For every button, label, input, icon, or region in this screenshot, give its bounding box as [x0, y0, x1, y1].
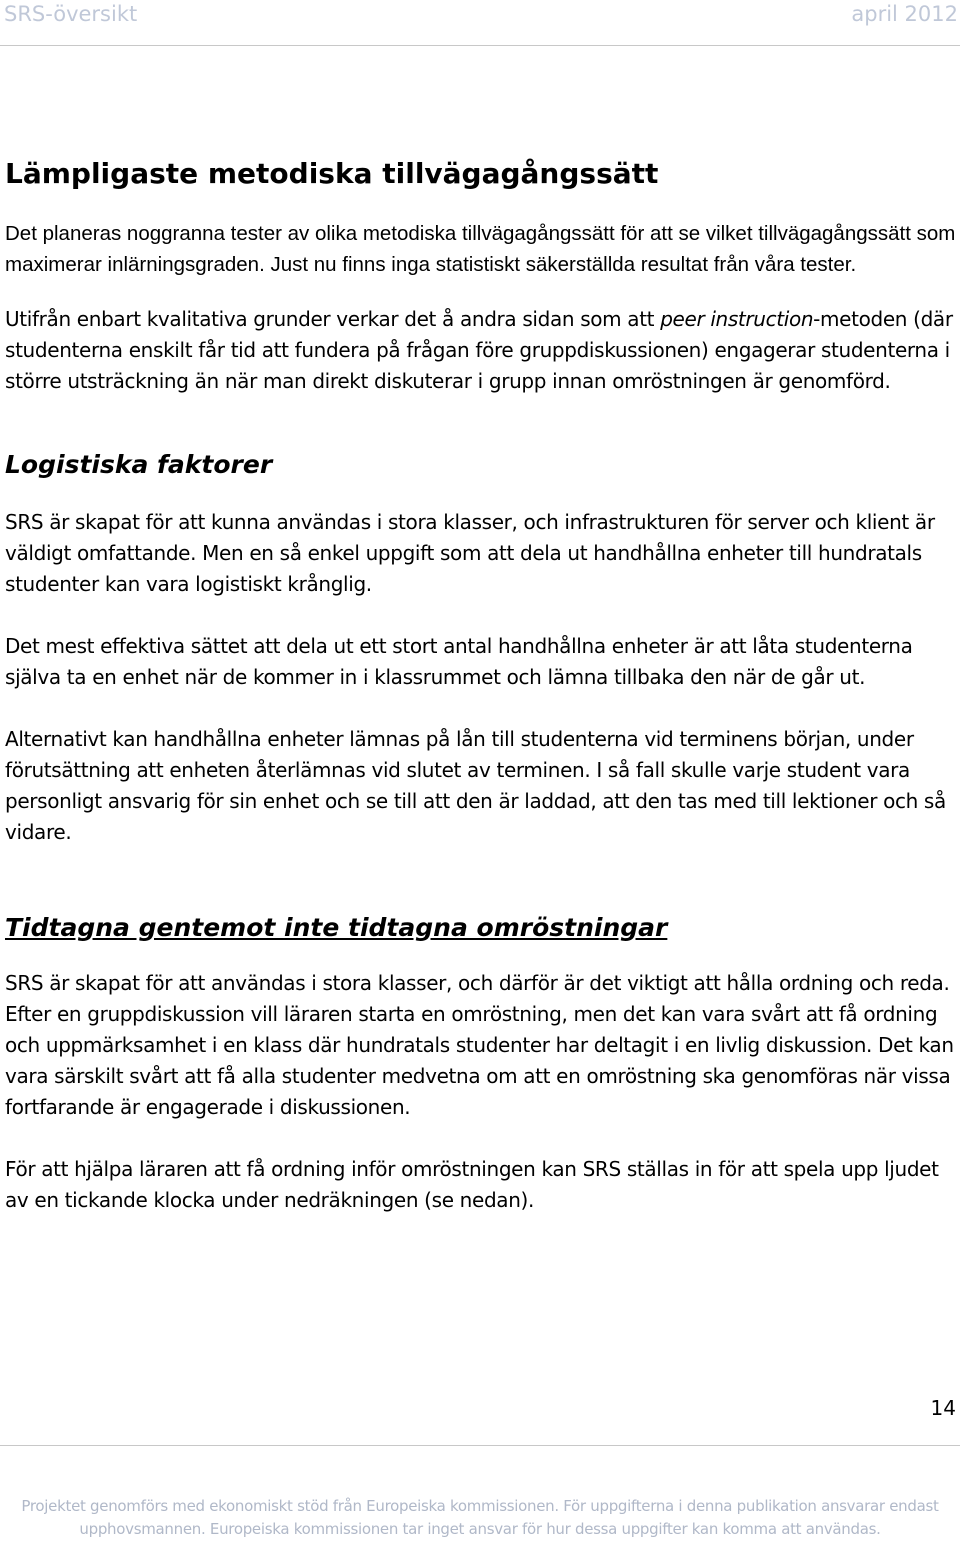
header-divider: [0, 45, 960, 46]
section-heading-logistics: Logistiska faktorer: [5, 450, 273, 479]
footer-divider: [0, 1445, 960, 1446]
paragraph-methods-2: Utifrån enbart kvalitativa grunder verkar det å andra sidan som att peer instruction-metoden (där studenterna enskilt får tid att fundera på frågan före gruppdiskussionen) engagerar studenterna i större utsträckning än när man direkt diskuterar i grupp innan omröstningen är genomförd.: [5, 307, 953, 393]
paragraph-logistics-1: SRS är skapat för att kunna användas i stora klasser, och infrastrukturen för server och klient är väldigt omfattande. Men en så enkel uppgift som att dela ut handhållna enheter till hundratals studenter kan vara logistiskt krånglig.: [5, 510, 935, 596]
paragraph-timed-polls-2: För att hjälpa läraren att få ordning inför omröstningen kan SRS ställas in för att spela upp ljudet av en tickande klocka under nedräkningen (se nedan).: [5, 1157, 939, 1212]
page-footer: [0, 1495, 960, 1541]
footer-line-1: Projektet genomförs med ekonomiskt stöd från Europeiska kommissionen. För uppgifterna i denna publikation ansvarar endast: [21, 1497, 939, 1515]
page-header: [0, 0, 960, 40]
section-heading-methods: Lämpligaste metodiska tillvägagångssätt: [5, 157, 659, 190]
page-number: 14: [930, 1396, 956, 1420]
peer-instruction-term: peer instruction: [660, 307, 814, 331]
document-date: april 2012: [851, 2, 958, 26]
paragraph-logistics-2: Det mest effektiva sättet att dela ut ett stort antal handhållna enheter är att låta studenterna själva ta en enhet när de kommer in i klassrummet och lämna tillbaka den när de går ut.: [5, 634, 913, 689]
page-content: [5, 152, 957, 1216]
footer-line-2: upphovsmannen. Europeiska kommissionen tar inget ansvar för hur dessa uppgifter kan komma att användas.: [79, 1520, 881, 1538]
paragraph-logistics-3: Alternativt kan handhållna enheter lämnas på lån till studenterna vid terminens början, under förutsättning att enheten återlämnas vid slutet av terminen. I så fall skulle varje student vara personligt ansvarig för sin enhet och se till att den är laddad, att den tas med till lektioner och så vidare.: [5, 727, 946, 844]
document-title: SRS-översikt: [4, 2, 138, 26]
paragraph-timed-polls-1: SRS är skapat för att användas i stora klasser, och därför är det viktigt att hålla ordning och reda. Efter en gruppdiskussion vill läraren starta en omröstning, men det kan vara svårt att få ordning och uppmärksamhet i en klass där hundratals studenter har deltagit i en livlig diskussion. Det kan vara särskilt svårt att få alla studenter medvetna om att en omröstning ska genomföras när vissa fortfarande är engagerade i diskussionen.: [5, 971, 954, 1119]
paragraph-methods-1: Det planeras noggranna tester av olika metodiska tillvägagångssätt för att se vilket tillvägagångssätt som maximerar inlärningsgraden. Just nu finns inga statistiskt säkerställda resultat från våra tester.: [5, 222, 956, 276]
section-heading-timed-polls: Tidtagna gentemot inte tidtagna omröstningar: [5, 913, 668, 942]
